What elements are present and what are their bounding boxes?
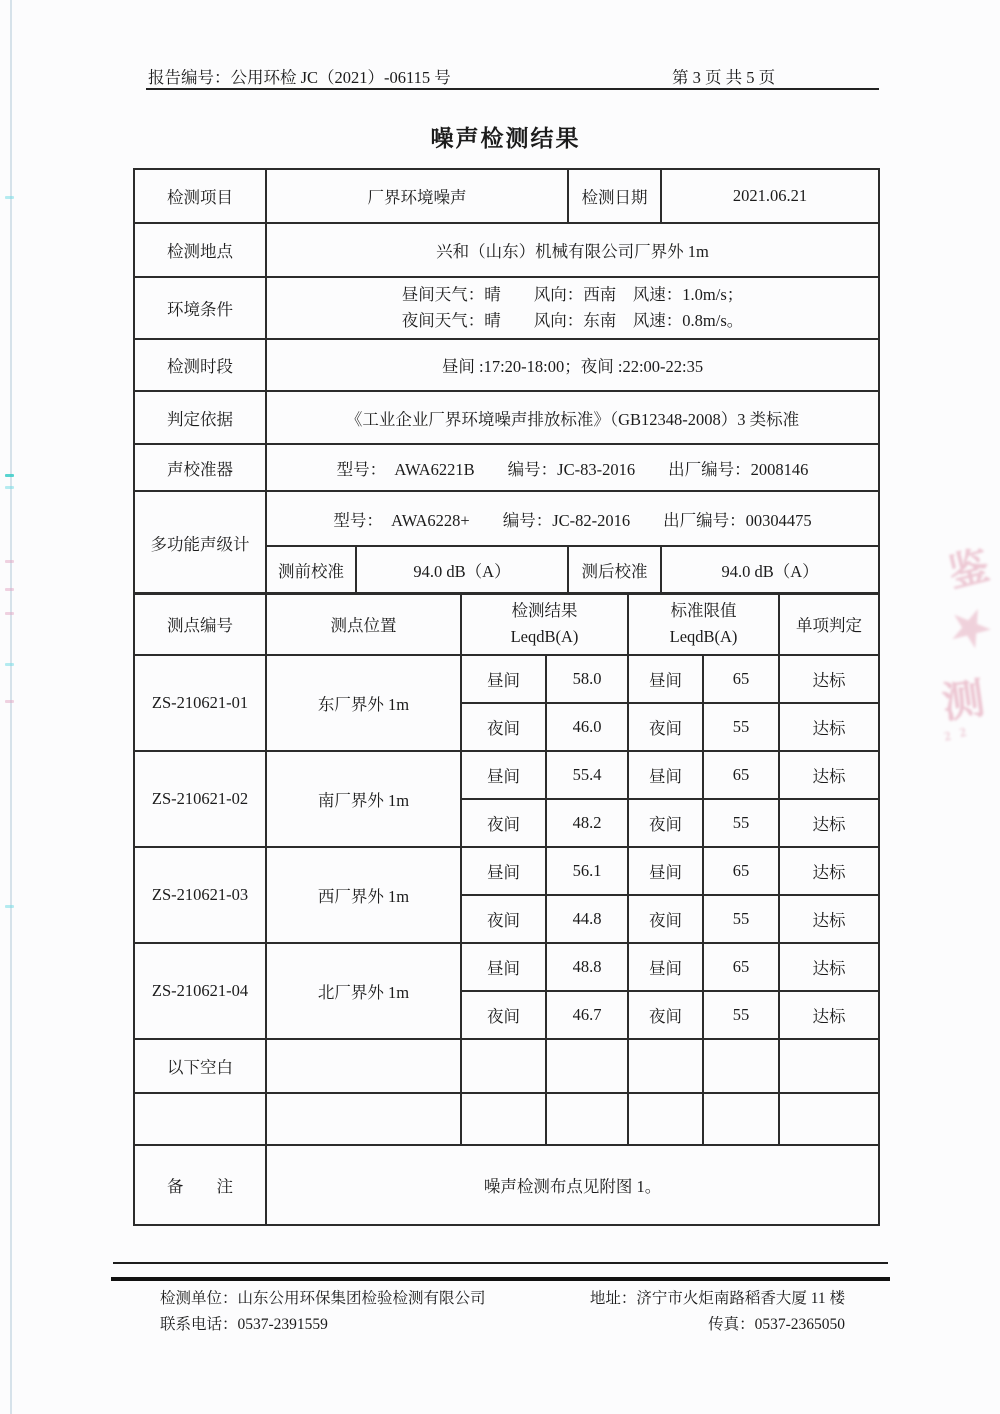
night-label: 夜间 bbox=[628, 991, 703, 1039]
station-location: 西厂界外 1m bbox=[266, 847, 461, 943]
blank-row bbox=[134, 1039, 879, 1093]
night-judge: 达标 bbox=[779, 991, 879, 1039]
day-limit: 65 bbox=[703, 751, 779, 799]
post-cal-value: 94.0 dB（A） bbox=[661, 546, 879, 594]
col-header-location: 测点位置 bbox=[266, 593, 461, 655]
env-value bbox=[266, 277, 879, 339]
station-row-day bbox=[134, 655, 879, 703]
empty-cell bbox=[134, 1093, 266, 1145]
night-label: 夜间 bbox=[628, 895, 703, 943]
col-header-judge: 单项判定 bbox=[779, 593, 879, 655]
seal-star-icon: ★ bbox=[941, 596, 1000, 659]
page-title: 噪声检测结果 bbox=[430, 126, 581, 151]
station-location: 南厂界外 1m bbox=[266, 751, 461, 847]
empty-row bbox=[134, 1093, 879, 1145]
row-calibrator bbox=[134, 444, 879, 491]
scan-artifact bbox=[5, 663, 14, 666]
empty-cell bbox=[628, 1039, 703, 1093]
scan-artifact bbox=[5, 700, 14, 703]
station-row-day bbox=[134, 751, 879, 799]
blank-label: 以下空白 bbox=[134, 1039, 266, 1093]
night-label: 夜间 bbox=[461, 895, 546, 943]
day-value: 48.8 bbox=[546, 943, 628, 991]
night-judge: 达标 bbox=[779, 703, 879, 751]
station-id: ZS-210621-04 bbox=[134, 943, 266, 1039]
day-judge: 达标 bbox=[779, 751, 879, 799]
results-header-row bbox=[134, 593, 879, 655]
day-value: 56.1 bbox=[546, 847, 628, 895]
period-value: 昼间 :17:20-18:00；夜间 :22:00-22:35 bbox=[266, 339, 879, 391]
day-label: 昼间 bbox=[628, 751, 703, 799]
col-header-limit bbox=[628, 593, 779, 655]
row-environment bbox=[134, 277, 879, 339]
day-value: 58.0 bbox=[546, 655, 628, 703]
day-label: 昼间 bbox=[628, 943, 703, 991]
night-limit: 55 bbox=[703, 703, 779, 751]
col-header-result bbox=[461, 593, 628, 655]
remark-label: 备 注 bbox=[134, 1145, 266, 1225]
empty-cell bbox=[779, 1093, 879, 1145]
day-judge: 达标 bbox=[779, 943, 879, 991]
row-period bbox=[134, 339, 879, 391]
seal-glyph: 测 bbox=[939, 676, 988, 728]
empty-cell bbox=[266, 1093, 461, 1145]
meter-value: 型号： AWA6228+ 编号：JC-82-2016 出厂编号：00304475 bbox=[266, 491, 879, 546]
env-label: 环境条件 bbox=[134, 277, 266, 339]
date-label: 检测日期 bbox=[568, 169, 661, 223]
results-table bbox=[133, 592, 880, 1226]
basis-value: 《工业企业厂界环境噪声排放标准》（GB12348-2008）3 类标准 bbox=[266, 391, 879, 444]
day-limit: 65 bbox=[703, 943, 779, 991]
row-item bbox=[134, 169, 879, 223]
scan-artifact bbox=[5, 588, 14, 591]
night-value: 46.7 bbox=[546, 991, 628, 1039]
scan-artifact bbox=[5, 474, 14, 477]
location-label: 检测地点 bbox=[134, 223, 266, 277]
remark-value: 噪声检测布点见附图 1。 bbox=[266, 1145, 879, 1225]
station-id: ZS-210621-03 bbox=[134, 847, 266, 943]
col-header-result-line2: LeqdB(A) bbox=[510, 627, 579, 646]
seal-glyph: 鉴 bbox=[943, 542, 994, 597]
scan-binding-line bbox=[10, 0, 12, 1414]
col-header-id: 测点编号 bbox=[134, 593, 266, 655]
night-limit: 55 bbox=[703, 799, 779, 847]
report-number: 报告编号：公用环检 JC（2021）-06115 号 bbox=[148, 68, 451, 87]
night-limit: 55 bbox=[703, 895, 779, 943]
station-row-day bbox=[134, 847, 879, 895]
day-limit: 65 bbox=[703, 847, 779, 895]
empty-cell bbox=[266, 1039, 461, 1093]
night-label: 夜间 bbox=[461, 703, 546, 751]
day-label: 昼间 bbox=[461, 751, 546, 799]
footer-rule-thin bbox=[113, 1262, 888, 1264]
footer bbox=[113, 1286, 888, 1338]
item-value: 厂界环境噪声 bbox=[266, 169, 568, 223]
station-id: ZS-210621-02 bbox=[134, 751, 266, 847]
item-label: 检测项目 bbox=[134, 169, 266, 223]
day-label: 昼间 bbox=[461, 847, 546, 895]
basis-label: 判定依据 bbox=[134, 391, 266, 444]
station-row-day bbox=[134, 943, 879, 991]
night-value: 46.0 bbox=[546, 703, 628, 751]
scan-artifact bbox=[5, 560, 14, 563]
location-value: 兴和（山东）机械有限公司厂界外 1m bbox=[266, 223, 879, 277]
day-judge: 达标 bbox=[779, 847, 879, 895]
footer-fax: 传真：0537-2365050 bbox=[708, 1316, 845, 1333]
env-line-day: 昼间天气：晴 风向：西南 风速：1.0m/s； bbox=[401, 285, 744, 305]
env-line-night: 夜间天气：晴 风向：东南 风速：0.8m/s。 bbox=[401, 311, 744, 330]
day-label: 昼间 bbox=[628, 655, 703, 703]
night-value: 48.2 bbox=[546, 799, 628, 847]
footer-unit: 检测单位：山东公用环保集团检验检测有限公司 bbox=[160, 1290, 486, 1307]
night-label: 夜间 bbox=[461, 991, 546, 1039]
footer-address: 地址：济宁市火炬南路稻香大厦 11 楼 bbox=[589, 1290, 845, 1307]
col-header-result-line1: 检测结果 bbox=[511, 601, 578, 621]
night-limit: 55 bbox=[703, 991, 779, 1039]
pre-cal-label: 测前校准 bbox=[266, 546, 356, 594]
night-label: 夜间 bbox=[461, 799, 546, 847]
col-header-limit-line2: LeqdB(A) bbox=[669, 627, 738, 646]
info-table bbox=[133, 168, 880, 595]
meter-label: 多功能声级计 bbox=[134, 491, 266, 594]
day-judge: 达标 bbox=[779, 655, 879, 703]
night-label: 夜间 bbox=[628, 703, 703, 751]
station-location: 北厂界外 1m bbox=[266, 943, 461, 1039]
empty-cell bbox=[461, 1093, 546, 1145]
date-value: 2021.06.21 bbox=[661, 169, 879, 223]
scan-artifact bbox=[5, 905, 14, 908]
night-label: 夜间 bbox=[628, 799, 703, 847]
night-value: 44.8 bbox=[546, 895, 628, 943]
scan-artifact bbox=[5, 196, 14, 199]
night-judge: 达标 bbox=[779, 799, 879, 847]
station-location: 东厂界外 1m bbox=[266, 655, 461, 751]
scan-artifact bbox=[5, 612, 14, 615]
footer-rule-thick bbox=[111, 1277, 890, 1281]
day-limit: 65 bbox=[703, 655, 779, 703]
day-label: 昼间 bbox=[461, 943, 546, 991]
footer-phone: 联系电话：0537-2391559 bbox=[160, 1316, 328, 1333]
empty-cell bbox=[779, 1039, 879, 1093]
station-id: ZS-210621-01 bbox=[134, 655, 266, 751]
empty-cell bbox=[703, 1039, 779, 1093]
empty-cell bbox=[628, 1093, 703, 1145]
page-number: 第 3 页 共 5 页 bbox=[672, 68, 776, 87]
col-header-limit-line1: 标准限值 bbox=[670, 601, 737, 621]
row-location bbox=[134, 223, 879, 277]
empty-cell bbox=[546, 1039, 628, 1093]
post-cal-label: 测后校准 bbox=[568, 546, 661, 594]
row-basis bbox=[134, 391, 879, 444]
empty-cell bbox=[546, 1093, 628, 1145]
day-label: 昼间 bbox=[461, 655, 546, 703]
pre-cal-value: 94.0 dB（A） bbox=[356, 546, 568, 594]
calibrator-value: 型号： AWA6221B 编号：JC-83-2016 出厂编号：2008146 bbox=[266, 444, 879, 491]
empty-cell bbox=[703, 1093, 779, 1145]
header-rule bbox=[146, 88, 879, 90]
calibrator-label: 声校准器 bbox=[134, 444, 266, 491]
remark-row bbox=[134, 1145, 879, 1225]
empty-cell bbox=[461, 1039, 546, 1093]
day-label: 昼间 bbox=[628, 847, 703, 895]
period-label: 检测时段 bbox=[134, 339, 266, 391]
seal-glyph: 2 2 bbox=[942, 723, 971, 744]
row-meter bbox=[134, 491, 879, 546]
day-value: 55.4 bbox=[546, 751, 628, 799]
scan-artifact bbox=[5, 486, 14, 489]
night-judge: 达标 bbox=[779, 895, 879, 943]
